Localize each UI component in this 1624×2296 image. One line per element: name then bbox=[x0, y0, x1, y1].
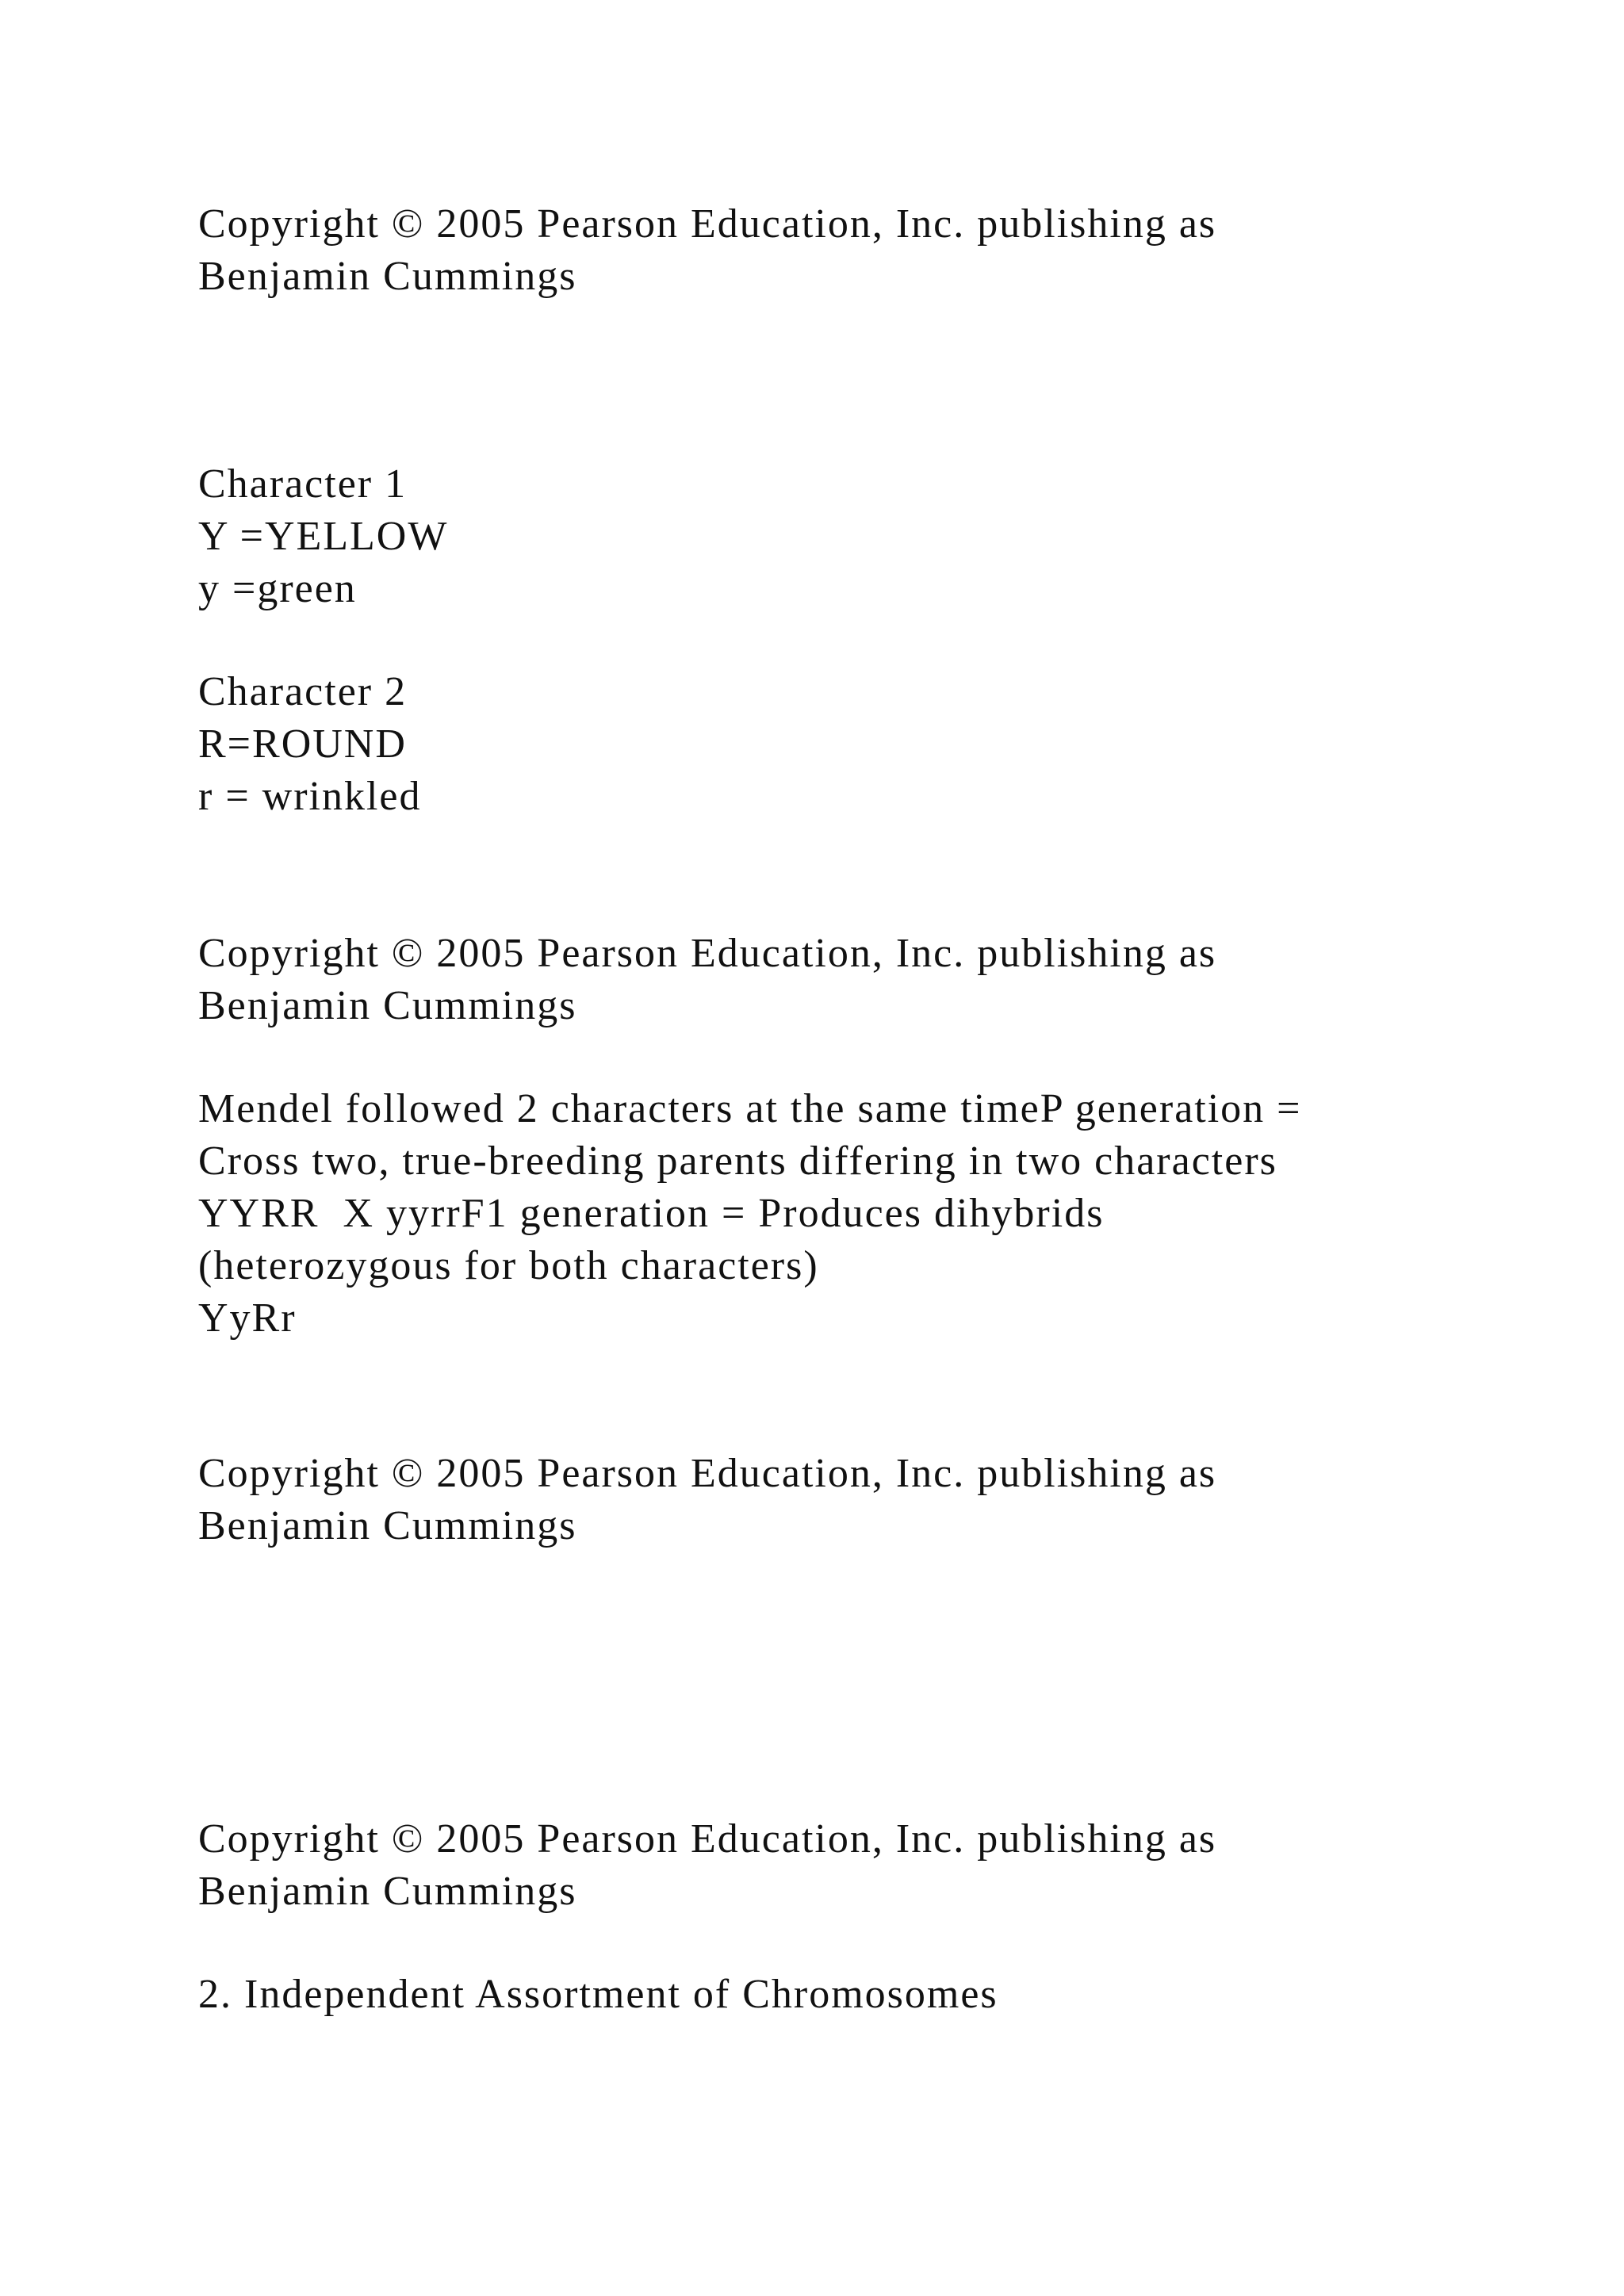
copyright-notice bbox=[198, 198, 1546, 303]
copyright-line: Copyright © 2005 Pearson Education, Inc. publishing as bbox=[198, 1451, 1217, 1496]
copyright-notice bbox=[198, 928, 1546, 1032]
character-2-dominant: R=ROUND bbox=[198, 721, 407, 767]
section-heading bbox=[198, 1969, 1546, 2021]
publisher-line: Benjamin Cummings bbox=[198, 1503, 577, 1548]
publisher-line: Benjamin Cummings bbox=[198, 1869, 577, 1914]
dihybrid-cross-paragraph bbox=[198, 1083, 1546, 1345]
paragraph-line: Mendel followed 2 characters at the same timeP generation = bbox=[198, 1086, 1302, 1131]
publisher-line: Benjamin Cummings bbox=[198, 254, 577, 299]
character-2-title: Character 2 bbox=[198, 669, 408, 714]
character-1-block bbox=[198, 458, 1546, 615]
paragraph-line: Cross two, true-breeding parents differing in two characters bbox=[198, 1138, 1277, 1184]
copyright-line: Copyright © 2005 Pearson Education, Inc. publishing as bbox=[198, 1816, 1217, 1862]
copyright-notice bbox=[198, 1813, 1546, 1918]
copyright-notice bbox=[198, 1448, 1546, 1552]
paragraph-line: YyRr bbox=[198, 1295, 297, 1341]
section-heading-text: 2. Independent Assortment of Chromosomes bbox=[198, 1972, 998, 2017]
copyright-line: Copyright © 2005 Pearson Education, Inc. publishing as bbox=[198, 201, 1217, 247]
paragraph-line: YYRR X yyrrF1 generation = Produces dihybrids bbox=[198, 1191, 1105, 1236]
character-1-title: Character 1 bbox=[198, 461, 408, 507]
character-1-recessive: y =green bbox=[198, 566, 357, 611]
copyright-line: Copyright © 2005 Pearson Education, Inc. publishing as bbox=[198, 931, 1217, 976]
character-2-block bbox=[198, 666, 1546, 823]
character-1-dominant: Y =YELLOW bbox=[198, 514, 449, 559]
paragraph-line: (heterozygous for both characters) bbox=[198, 1243, 819, 1288]
publisher-line: Benjamin Cummings bbox=[198, 983, 577, 1028]
character-2-recessive: r = wrinkled bbox=[198, 774, 422, 819]
